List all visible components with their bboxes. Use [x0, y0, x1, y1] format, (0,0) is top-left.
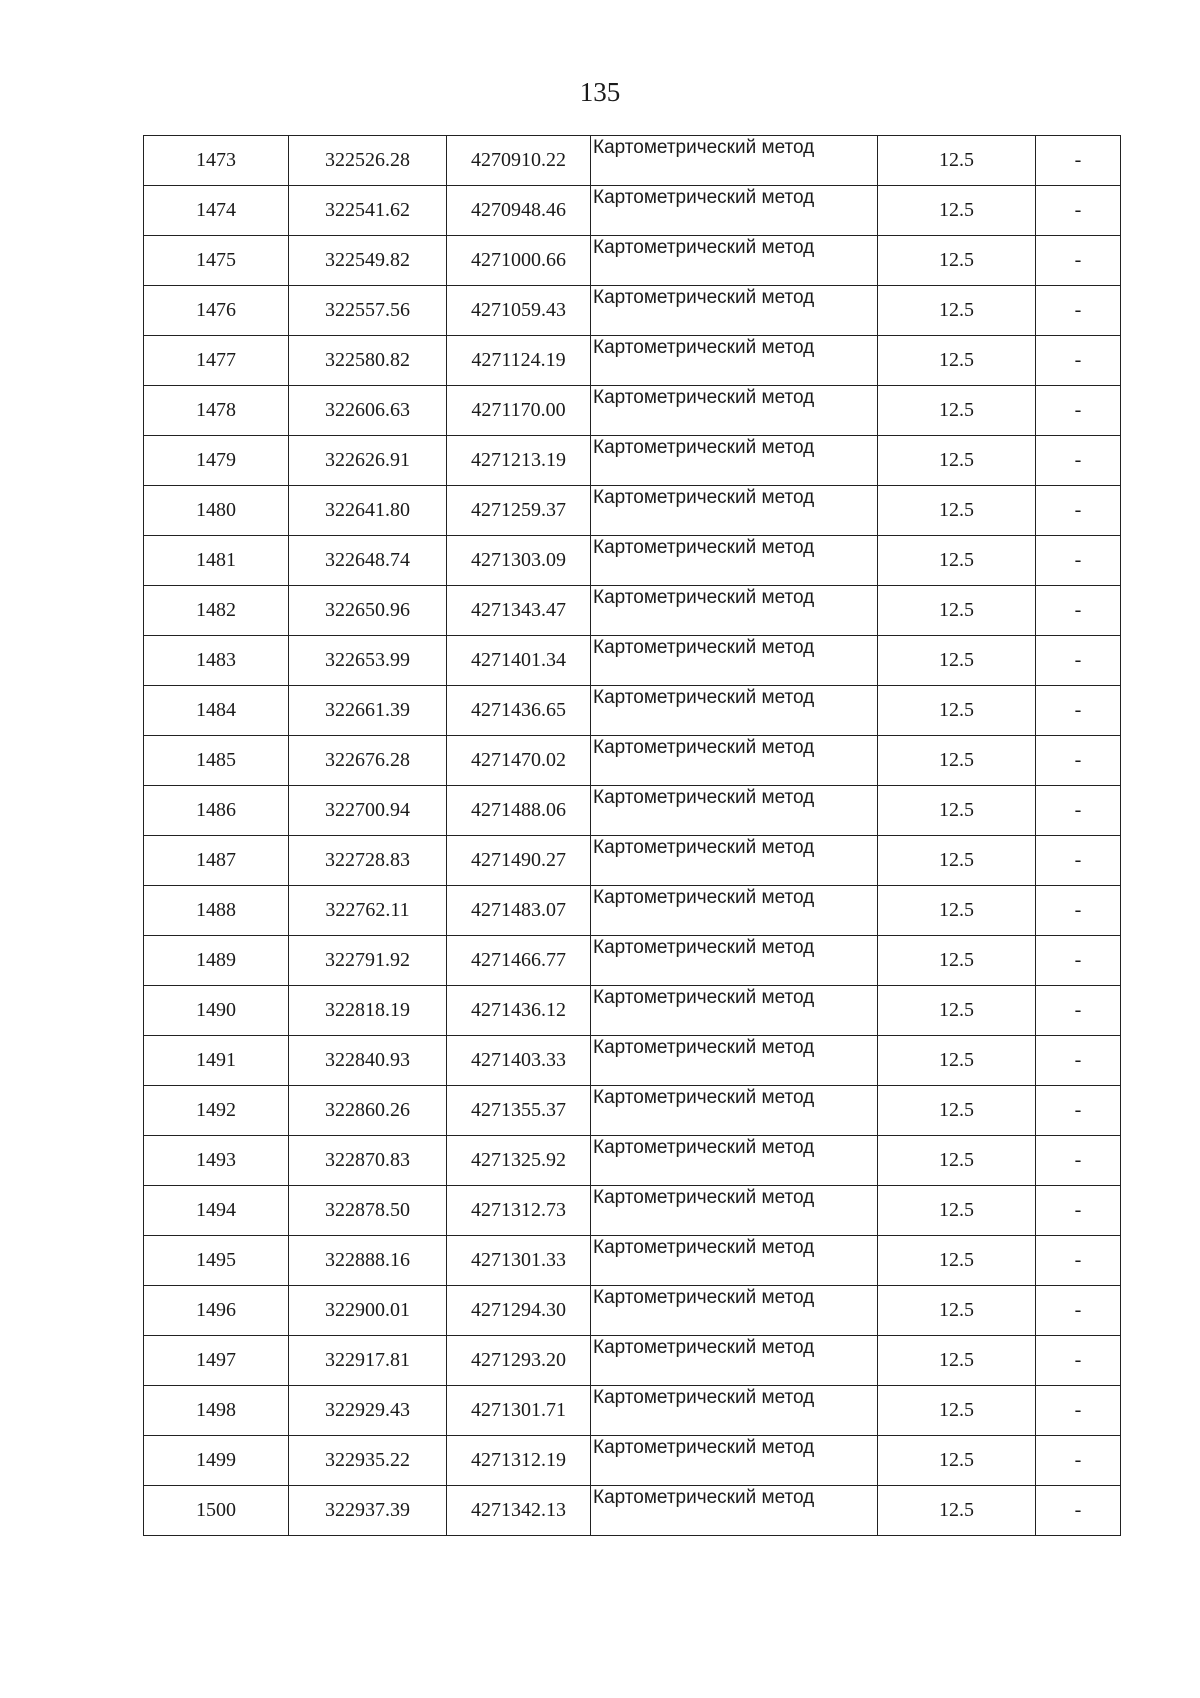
table-row: [144, 1186, 1121, 1236]
y-coordinate-cell: 4271312.19: [447, 1436, 591, 1486]
x-coordinate-cell: 322526.28: [289, 136, 447, 186]
note-cell: -: [1036, 1136, 1121, 1186]
y-coordinate-cell: 4271342.13: [447, 1486, 591, 1536]
note-cell: -: [1036, 586, 1121, 636]
method-cell: Картометрический метод: [591, 1236, 878, 1286]
y-coordinate-cell: 4271436.12: [447, 986, 591, 1036]
point-number-cell: 1481: [144, 536, 289, 586]
table-row: [144, 686, 1121, 736]
y-coordinate-cell: 4271401.34: [447, 636, 591, 686]
point-number-cell: 1480: [144, 486, 289, 536]
x-coordinate-cell: 322917.81: [289, 1336, 447, 1386]
method-cell: Картометрический метод: [591, 1136, 878, 1186]
point-number-cell: 1488: [144, 886, 289, 936]
point-number-cell: 1490: [144, 986, 289, 1036]
x-coordinate-cell: 322937.39: [289, 1486, 447, 1536]
accuracy-cell: 12.5: [878, 936, 1036, 986]
y-coordinate-cell: 4270910.22: [447, 136, 591, 186]
y-coordinate-cell: 4271303.09: [447, 536, 591, 586]
method-cell: Картометрический метод: [591, 386, 878, 436]
table-row: [144, 1136, 1121, 1186]
method-cell: Картометрический метод: [591, 336, 878, 386]
x-coordinate-cell: 322888.16: [289, 1236, 447, 1286]
note-cell: -: [1036, 236, 1121, 286]
method-cell: Картометрический метод: [591, 586, 878, 636]
y-coordinate-cell: 4271301.33: [447, 1236, 591, 1286]
y-coordinate-cell: 4271294.30: [447, 1286, 591, 1336]
table-row: [144, 636, 1121, 686]
method-cell: Картометрический метод: [591, 1336, 878, 1386]
y-coordinate-cell: 4271059.43: [447, 286, 591, 336]
y-coordinate-cell: 4271325.92: [447, 1136, 591, 1186]
x-coordinate-cell: 322860.26: [289, 1086, 447, 1136]
accuracy-cell: 12.5: [878, 536, 1036, 586]
point-number-cell: 1474: [144, 186, 289, 236]
method-cell: Картометрический метод: [591, 486, 878, 536]
method-cell: Картометрический метод: [591, 986, 878, 1036]
method-cell: Картометрический метод: [591, 786, 878, 836]
method-cell: Картометрический метод: [591, 286, 878, 336]
accuracy-cell: 12.5: [878, 1336, 1036, 1386]
y-coordinate-cell: 4271436.65: [447, 686, 591, 736]
accuracy-cell: 12.5: [878, 436, 1036, 486]
note-cell: -: [1036, 1486, 1121, 1536]
method-cell: Картометрический метод: [591, 136, 878, 186]
table-row: [144, 786, 1121, 836]
method-cell: Картометрический метод: [591, 1036, 878, 1086]
method-cell: Картометрический метод: [591, 1186, 878, 1236]
x-coordinate-cell: 322557.56: [289, 286, 447, 336]
x-coordinate-cell: 322900.01: [289, 1286, 447, 1336]
point-number-cell: 1500: [144, 1486, 289, 1536]
point-number-cell: 1493: [144, 1136, 289, 1186]
method-cell: Картометрический метод: [591, 836, 878, 886]
note-cell: -: [1036, 836, 1121, 886]
method-cell: Картометрический метод: [591, 1486, 878, 1536]
accuracy-cell: 12.5: [878, 386, 1036, 436]
coordinates-table: [143, 135, 1121, 1536]
note-cell: -: [1036, 936, 1121, 986]
x-coordinate-cell: 322935.22: [289, 1436, 447, 1486]
x-coordinate-cell: 322606.63: [289, 386, 447, 436]
point-number-cell: 1484: [144, 686, 289, 736]
table-row: [144, 386, 1121, 436]
point-number-cell: 1478: [144, 386, 289, 436]
table-row: [144, 1286, 1121, 1336]
accuracy-cell: 12.5: [878, 1036, 1036, 1086]
note-cell: -: [1036, 136, 1121, 186]
note-cell: -: [1036, 436, 1121, 486]
y-coordinate-cell: 4271343.47: [447, 586, 591, 636]
x-coordinate-cell: 322650.96: [289, 586, 447, 636]
point-number-cell: 1476: [144, 286, 289, 336]
method-cell: Картометрический метод: [591, 236, 878, 286]
point-number-cell: 1491: [144, 1036, 289, 1086]
point-number-cell: 1496: [144, 1286, 289, 1336]
accuracy-cell: 12.5: [878, 1086, 1036, 1136]
y-coordinate-cell: 4271293.20: [447, 1336, 591, 1386]
method-cell: Картометрический метод: [591, 1286, 878, 1336]
point-number-cell: 1489: [144, 936, 289, 986]
accuracy-cell: 12.5: [878, 586, 1036, 636]
point-number-cell: 1495: [144, 1236, 289, 1286]
point-number-cell: 1473: [144, 136, 289, 186]
accuracy-cell: 12.5: [878, 736, 1036, 786]
page-number: 135: [579, 77, 621, 107]
y-coordinate-cell: 4271000.66: [447, 236, 591, 286]
accuracy-cell: 12.5: [878, 186, 1036, 236]
method-cell: Картометрический метод: [591, 936, 878, 986]
point-number-cell: 1487: [144, 836, 289, 886]
x-coordinate-cell: 322676.28: [289, 736, 447, 786]
method-cell: Картометрический метод: [591, 686, 878, 736]
note-cell: -: [1036, 636, 1121, 686]
method-cell: Картометрический метод: [591, 1436, 878, 1486]
y-coordinate-cell: 4271470.02: [447, 736, 591, 786]
table-row: [144, 486, 1121, 536]
note-cell: -: [1036, 1436, 1121, 1486]
x-coordinate-cell: 322870.83: [289, 1136, 447, 1186]
table-row: [144, 936, 1121, 986]
accuracy-cell: 12.5: [878, 136, 1036, 186]
table-row: [144, 536, 1121, 586]
x-coordinate-cell: 322541.62: [289, 186, 447, 236]
accuracy-cell: 12.5: [878, 986, 1036, 1036]
method-cell: Картометрический метод: [591, 736, 878, 786]
x-coordinate-cell: 322818.19: [289, 986, 447, 1036]
x-coordinate-cell: 322840.93: [289, 1036, 447, 1086]
y-coordinate-cell: 4271170.00: [447, 386, 591, 436]
y-coordinate-cell: 4271124.19: [447, 336, 591, 386]
note-cell: -: [1036, 336, 1121, 386]
y-coordinate-cell: 4271312.73: [447, 1186, 591, 1236]
x-coordinate-cell: 322661.39: [289, 686, 447, 736]
x-coordinate-cell: 322929.43: [289, 1386, 447, 1436]
point-number-cell: 1499: [144, 1436, 289, 1486]
x-coordinate-cell: 322580.82: [289, 336, 447, 386]
method-cell: Картометрический метод: [591, 186, 878, 236]
table-row: [144, 436, 1121, 486]
point-number-cell: 1492: [144, 1086, 289, 1136]
y-coordinate-cell: 4271301.71: [447, 1386, 591, 1436]
note-cell: -: [1036, 536, 1121, 586]
table-row: [144, 1386, 1121, 1436]
table-row: [144, 1336, 1121, 1386]
point-number-cell: 1486: [144, 786, 289, 836]
point-number-cell: 1497: [144, 1336, 289, 1386]
table-row: [144, 886, 1121, 936]
point-number-cell: 1477: [144, 336, 289, 386]
note-cell: -: [1036, 1386, 1121, 1436]
y-coordinate-cell: 4271213.19: [447, 436, 591, 486]
table-row: [144, 586, 1121, 636]
note-cell: -: [1036, 1286, 1121, 1336]
y-coordinate-cell: 4271490.27: [447, 836, 591, 886]
table-row: [144, 286, 1121, 336]
note-cell: -: [1036, 986, 1121, 1036]
note-cell: -: [1036, 786, 1121, 836]
x-coordinate-cell: 322626.91: [289, 436, 447, 486]
table-row: [144, 136, 1121, 186]
coordinates-table-body: [144, 136, 1121, 1536]
accuracy-cell: 12.5: [878, 686, 1036, 736]
point-number-cell: 1498: [144, 1386, 289, 1436]
accuracy-cell: 12.5: [878, 1436, 1036, 1486]
table-row: [144, 836, 1121, 886]
table-row: [144, 1486, 1121, 1536]
point-number-cell: 1479: [144, 436, 289, 486]
point-number-cell: 1482: [144, 586, 289, 636]
point-number-cell: 1485: [144, 736, 289, 786]
point-number-cell: 1475: [144, 236, 289, 286]
y-coordinate-cell: 4271259.37: [447, 486, 591, 536]
table-row: [144, 336, 1121, 386]
accuracy-cell: 12.5: [878, 1136, 1036, 1186]
note-cell: -: [1036, 186, 1121, 236]
y-coordinate-cell: 4270948.46: [447, 186, 591, 236]
accuracy-cell: 12.5: [878, 636, 1036, 686]
x-coordinate-cell: 322700.94: [289, 786, 447, 836]
accuracy-cell: 12.5: [878, 336, 1036, 386]
method-cell: Картометрический метод: [591, 436, 878, 486]
method-cell: Картометрический метод: [591, 886, 878, 936]
method-cell: Картометрический метод: [591, 1086, 878, 1136]
note-cell: -: [1036, 686, 1121, 736]
accuracy-cell: 12.5: [878, 836, 1036, 886]
point-number-cell: 1494: [144, 1186, 289, 1236]
note-cell: -: [1036, 286, 1121, 336]
y-coordinate-cell: 4271488.06: [447, 786, 591, 836]
note-cell: -: [1036, 1336, 1121, 1386]
table-row: [144, 1086, 1121, 1136]
table-row: [144, 1236, 1121, 1286]
x-coordinate-cell: 322762.11: [289, 886, 447, 936]
accuracy-cell: 12.5: [878, 236, 1036, 286]
table-row: [144, 1036, 1121, 1086]
note-cell: -: [1036, 736, 1121, 786]
method-cell: Картометрический метод: [591, 536, 878, 586]
note-cell: -: [1036, 486, 1121, 536]
y-coordinate-cell: 4271466.77: [447, 936, 591, 986]
note-cell: -: [1036, 1186, 1121, 1236]
x-coordinate-cell: 322549.82: [289, 236, 447, 286]
x-coordinate-cell: 322791.92: [289, 936, 447, 986]
y-coordinate-cell: 4271355.37: [447, 1086, 591, 1136]
accuracy-cell: 12.5: [878, 1236, 1036, 1286]
y-coordinate-cell: 4271483.07: [447, 886, 591, 936]
x-coordinate-cell: 322641.80: [289, 486, 447, 536]
accuracy-cell: 12.5: [878, 1486, 1036, 1536]
table-row: [144, 236, 1121, 286]
y-coordinate-cell: 4271403.33: [447, 1036, 591, 1086]
accuracy-cell: 12.5: [878, 1186, 1036, 1236]
method-cell: Картометрический метод: [591, 1386, 878, 1436]
point-number-cell: 1483: [144, 636, 289, 686]
note-cell: -: [1036, 1036, 1121, 1086]
x-coordinate-cell: 322878.50: [289, 1186, 447, 1236]
accuracy-cell: 12.5: [878, 286, 1036, 336]
note-cell: -: [1036, 1086, 1121, 1136]
accuracy-cell: 12.5: [878, 786, 1036, 836]
table-row: [144, 986, 1121, 1036]
note-cell: -: [1036, 886, 1121, 936]
x-coordinate-cell: 322648.74: [289, 536, 447, 586]
x-coordinate-cell: 322728.83: [289, 836, 447, 886]
note-cell: -: [1036, 386, 1121, 436]
method-cell: Картометрический метод: [591, 636, 878, 686]
table-row: [144, 1436, 1121, 1486]
accuracy-cell: 12.5: [878, 1286, 1036, 1336]
note-cell: -: [1036, 1236, 1121, 1286]
accuracy-cell: 12.5: [878, 886, 1036, 936]
table-row: [144, 186, 1121, 236]
accuracy-cell: 12.5: [878, 486, 1036, 536]
accuracy-cell: 12.5: [878, 1386, 1036, 1436]
table-row: [144, 736, 1121, 786]
x-coordinate-cell: 322653.99: [289, 636, 447, 686]
